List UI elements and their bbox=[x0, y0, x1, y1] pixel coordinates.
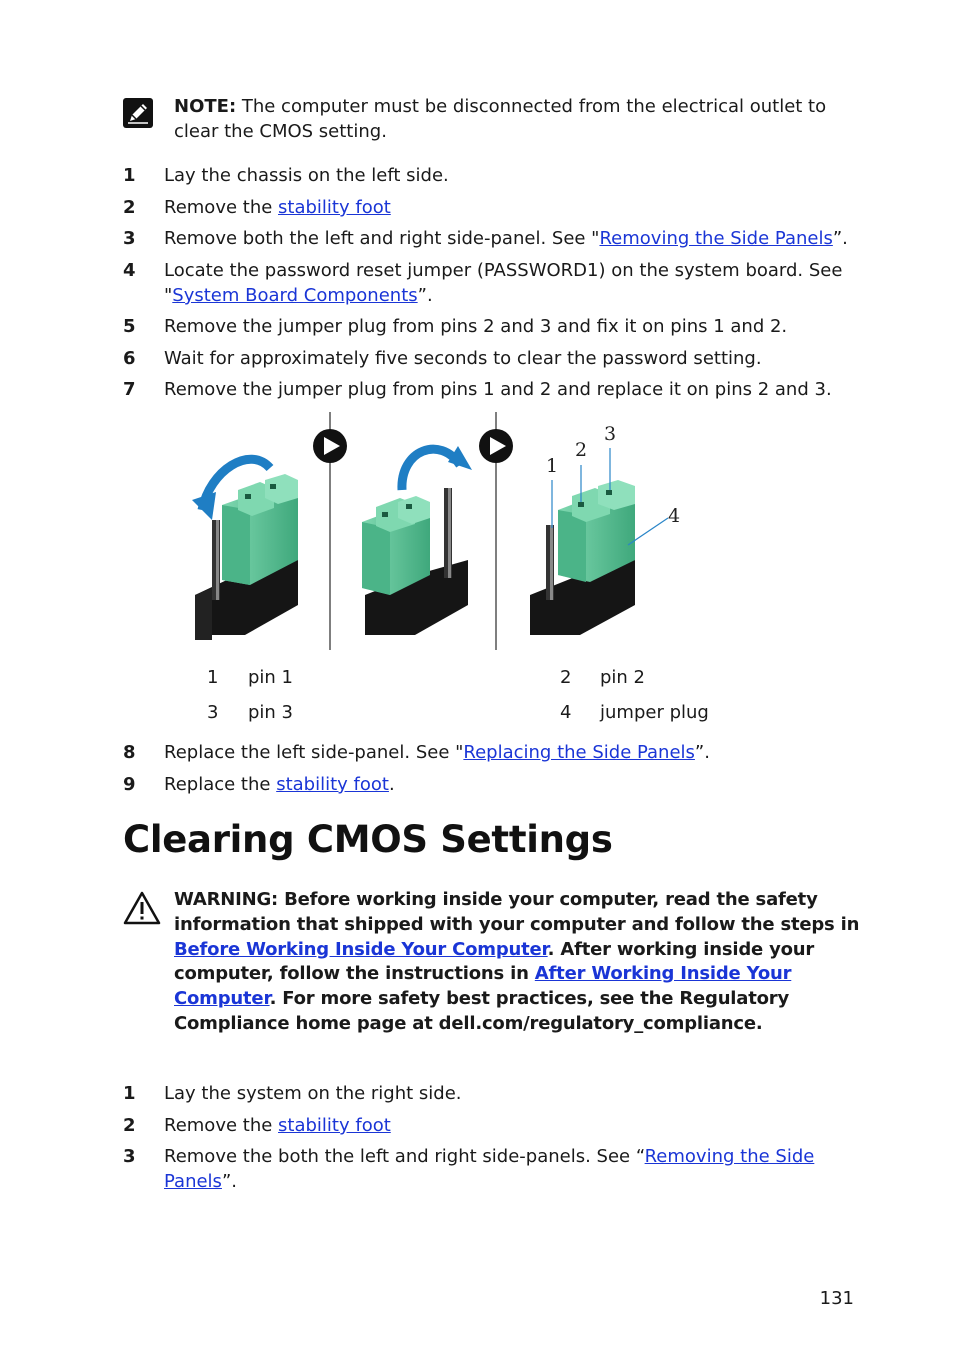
callout-4: 4 bbox=[668, 505, 681, 527]
removing-side-panels-link[interactable]: Removing the Side Panels bbox=[164, 1146, 815, 1192]
removing-side-panels-link[interactable]: Removing the Side Panels bbox=[599, 228, 833, 249]
step-text-pre: Replace the left side-panel. See " bbox=[164, 742, 464, 763]
jumper-figure bbox=[190, 410, 690, 655]
step-text-pre: Remove the bbox=[164, 197, 279, 218]
legend-label: jumper plug bbox=[600, 702, 709, 723]
callout-1: 1 bbox=[546, 455, 559, 477]
legend-label: pin 1 bbox=[248, 667, 294, 688]
step-number: 9 bbox=[123, 774, 136, 795]
section-title: Clearing CMOS Settings bbox=[123, 818, 613, 861]
replacing-side-panels-link[interactable]: Replacing the Side Panels bbox=[463, 742, 695, 763]
step-text-pre: Remove the both the left and right side-panels. See “ bbox=[164, 1146, 645, 1167]
note-text bbox=[174, 94, 854, 144]
step-number: 2 bbox=[123, 1115, 136, 1136]
step-number: 8 bbox=[123, 742, 136, 763]
step-text: Remove the jumper plug from pins 1 and 2 and replace it on pins 2 and 3. bbox=[164, 379, 832, 400]
step-text bbox=[164, 740, 859, 765]
warning-text-part: . For more safety best practices, see the Regulatory Compliance home page at dell.com/regulatory_compliance. bbox=[174, 988, 790, 1034]
step-number: 7 bbox=[123, 379, 136, 400]
step-text-pre: Locate the password reset jumper (PASSWORD1) on the system board. See " bbox=[164, 260, 843, 306]
next-step-arrow-icon bbox=[313, 429, 347, 463]
warning-triangle-icon bbox=[123, 891, 161, 925]
stability-foot-link[interactable]: stability foot bbox=[278, 197, 391, 218]
note-pencil-icon bbox=[123, 98, 153, 128]
step-text bbox=[164, 195, 859, 220]
jumper-panel-1 bbox=[192, 459, 298, 640]
step-text: Lay the chassis on the left side. bbox=[164, 165, 449, 186]
step-number: 4 bbox=[123, 260, 136, 281]
step-text-post: ”. bbox=[417, 285, 433, 306]
stability-foot-link[interactable]: stability foot bbox=[278, 1115, 391, 1136]
legend-number: 2 bbox=[560, 667, 572, 688]
step-text-pre: Replace the bbox=[164, 774, 277, 795]
step-number: 3 bbox=[123, 1146, 136, 1167]
after-working-link[interactable]: After Working Inside Your Computer bbox=[174, 963, 792, 1010]
step-text-post: ”. bbox=[832, 228, 848, 249]
step-number: 3 bbox=[123, 228, 136, 249]
step-text: Lay the system on the right side. bbox=[164, 1083, 462, 1104]
step-number: 6 bbox=[123, 348, 136, 369]
legend-label: pin 2 bbox=[600, 667, 646, 688]
step-text: Remove the jumper plug from pins 2 and 3 and fix it on pins 1 and 2. bbox=[164, 316, 788, 337]
step-number: 2 bbox=[123, 197, 136, 218]
legend-number: 3 bbox=[207, 702, 219, 723]
warning-text bbox=[174, 888, 864, 1037]
step-text bbox=[164, 1113, 859, 1138]
before-working-link[interactable]: Before Working Inside Your Computer bbox=[174, 938, 548, 960]
next-step-arrow-icon bbox=[479, 429, 513, 463]
step-text bbox=[164, 258, 859, 308]
note-body: The computer must be disconnected from the electrical outlet to clear the CMOS setting. bbox=[174, 96, 827, 142]
step-text-post: . bbox=[388, 774, 395, 795]
step-text-pre: Remove the bbox=[164, 1115, 279, 1136]
warning-text-part: . After working inside your computer, follow the instructions in bbox=[174, 938, 815, 985]
jumper-panel-3 bbox=[530, 480, 635, 635]
note-label: NOTE: bbox=[174, 96, 237, 117]
stability-foot-link[interactable]: stability foot bbox=[276, 774, 389, 795]
callout-2: 2 bbox=[575, 439, 588, 461]
page-number: 131 bbox=[819, 1288, 854, 1309]
callout-3: 3 bbox=[604, 423, 617, 445]
step-text bbox=[164, 1144, 859, 1194]
legend-number: 1 bbox=[207, 667, 219, 688]
step-text-post: ”. bbox=[221, 1171, 237, 1192]
legend-label: pin 3 bbox=[248, 702, 294, 723]
step-text-post: ”. bbox=[694, 742, 710, 763]
legend-number: 4 bbox=[560, 702, 572, 723]
jumper-illustration bbox=[190, 410, 690, 655]
step-number: 1 bbox=[123, 165, 136, 186]
system-board-components-link[interactable]: System Board Components bbox=[172, 285, 418, 306]
step-text: Wait for approximately five seconds to clear the password setting. bbox=[164, 348, 762, 369]
jumper-panel-2 bbox=[362, 446, 472, 635]
step-number: 5 bbox=[123, 316, 136, 337]
step-number: 1 bbox=[123, 1083, 136, 1104]
step-text bbox=[164, 226, 859, 251]
step-text-pre: Remove both the left and right side-panel. See " bbox=[164, 228, 600, 249]
warning-text-part: WARNING: Before working inside your computer, read the safety information that shipped with your computer and follow the steps in bbox=[174, 889, 860, 935]
step-text bbox=[164, 772, 859, 797]
